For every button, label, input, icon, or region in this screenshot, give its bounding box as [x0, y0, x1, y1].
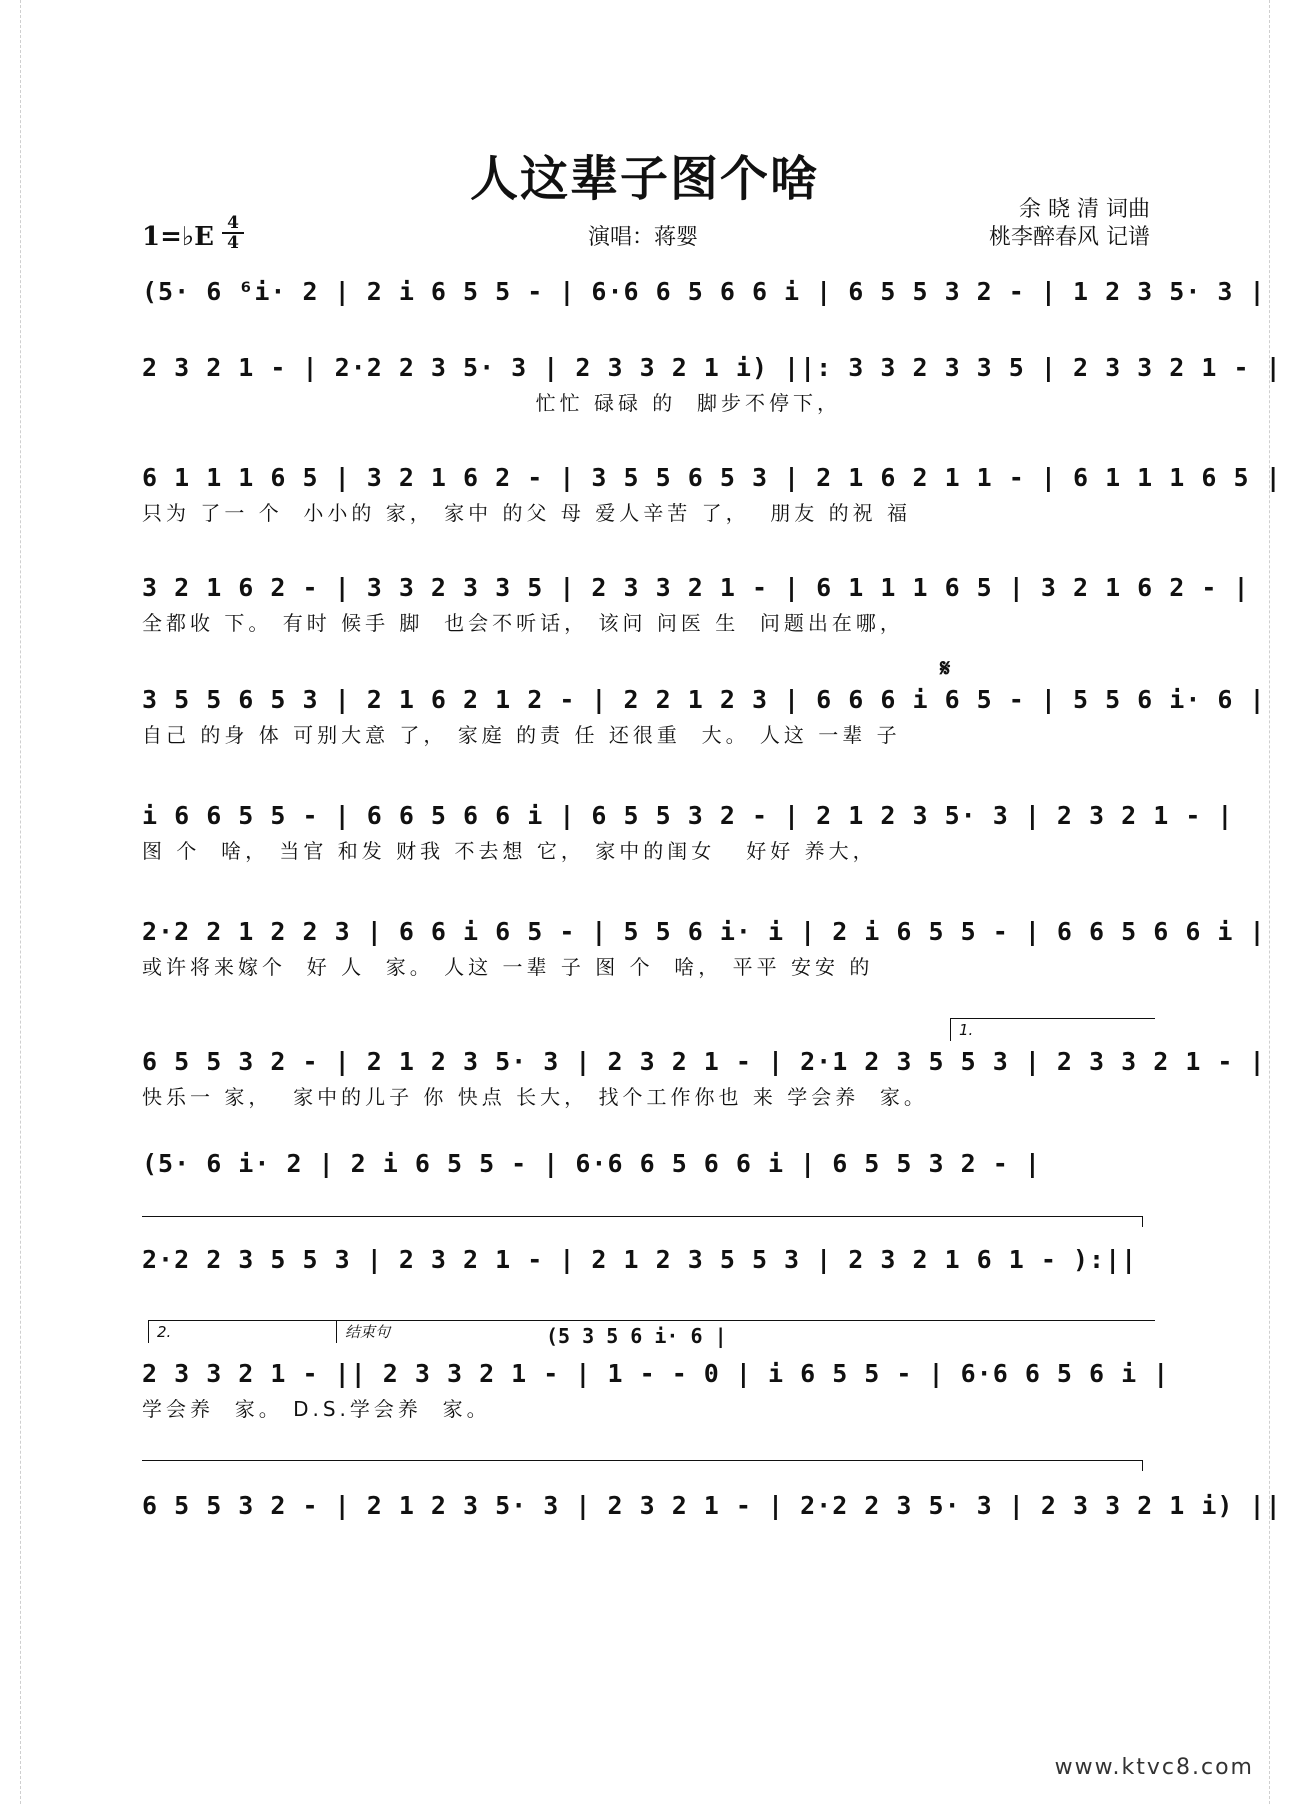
score-row-5: 3 5 5 6 5 3 | 2 1 6 2 1 2 - | 2 2 1 2 3 | 6 6 6 i 6 5 - | 5 5 6 i· 6 |	[142, 685, 1266, 714]
lyric-row-2: 忙忙 碌碌 的 脚步不停下，	[142, 391, 842, 415]
lyric-row-6: 图 个 啥， 当官 和发 财我 不去想 它， 家中的闺女 好好 养大，	[142, 839, 877, 863]
ending-intro-notes: (5 3 5 6 i· 6 |	[546, 1324, 727, 1348]
score-row-4: 3 2 1 6 2 - | 3 3 2 3 3 5 | 2 3 3 2 1 - | 6 1 1 1 6 5 | 3 2 1 6 2 - |	[142, 573, 1250, 602]
transcriber-credit: 桃李醉春风 记谱	[989, 225, 1150, 250]
composer-credit: 余 晓 清 词曲	[1019, 197, 1150, 222]
left-margin-strip	[0, 0, 21, 1804]
lyric-row-5: 自己 的身 体 可别大意 了， 家庭 的责 任 还很重 大。 人这 一辈 子	[142, 723, 901, 747]
time-signature	[222, 214, 244, 252]
lyric-row-11: 学会养 家。 D.S.学会养 家。	[142, 1397, 491, 1421]
volta-1-bracket: 1.	[950, 1018, 1155, 1041]
right-margin-strip	[1269, 0, 1290, 1804]
score-row-8: 6 5 5 3 2 - | 2 1 2 3 5· 3 | 2 3 2 1 - | 2·1 2 3 5 5 3 | 2 3 3 2 1 - |	[142, 1047, 1266, 1076]
time-signature-bottom: 4	[222, 232, 244, 252]
score-row-7: 2·2 2 1 2 2 3 | 6 6 i 6 5 - | 5 5 6 i· i | 2 i 6 5 5 - | 6 6 5 6 6 i |	[142, 917, 1266, 946]
singer-label: 演唱：蒋婴	[588, 225, 699, 250]
segno-sign: 𝄋	[940, 654, 951, 682]
ending-bracket: 结束句	[336, 1320, 1155, 1343]
score-row-6: i 6 6 5 5 - | 6 6 5 6 6 i | 6 5 5 3 2 - | 2 1 2 3 5· 3 | 2 3 2 1 - |	[142, 801, 1234, 830]
lyric-row-3: 只为 了一 个 小小的 家， 家中 的父 母 爱人辛苦 了， 朋友 的祝 福	[142, 501, 912, 525]
score-row-10: 2·2 2 3 5 5 3 | 2 3 2 1 - | 2 1 2 3 5 5 3 | 2 3 2 1 6 1 - ):||	[142, 1245, 1138, 1274]
score-row-3: 6 1 1 1 6 5 | 3 2 1 6 2 - | 3 5 5 6 5 3 | 2 1 6 2 1 1 - | 6 1 1 1 6 5 |	[142, 463, 1282, 492]
score-row-9: (5· 6 i· 2 | 2 i 6 5 5 - | 6·6 6 5 6 6 i | 6 5 5 3 2 - |	[142, 1149, 1041, 1178]
lyric-row-8: 快乐一 家， 家中的儿子 你 快点 长大， 找个工作你也 来 学会养 家。	[142, 1085, 928, 1109]
score-row-2: 2 3 2 1 - | 2·2 2 3 5· 3 | 2 3 3 2 1 i) ||: 3 3 2 3 3 5 | 2 3 3 2 1 - |	[142, 353, 1282, 382]
lyric-row-4: 全都收 下。 有时 候手 脚 也会不听话， 该问 问医 生 问题出在哪，	[142, 611, 904, 635]
score-row-1: (5· 6 ⁶i· 2 | 2 i 6 5 5 - | 6·6 6 5 6 6 i | 6 5 5 3 2 - | 1 2 3 5· 3 |	[142, 277, 1266, 306]
final-line	[142, 1460, 1143, 1471]
score-row-11: 2 3 3 2 1 - || 2 3 3 2 1 - | 1 - - 0 | i 6 5 5 - | 6·6 6 5 6 i |	[142, 1359, 1170, 1388]
key-signature: 1=♭E	[142, 222, 214, 252]
song-title: 人这辈子图个啥	[469, 151, 820, 207]
site-watermark: www.ktvc8.com	[1054, 1755, 1254, 1780]
volta-2-bracket: 2.	[148, 1320, 341, 1343]
time-signature-top: 4	[227, 213, 239, 233]
lyric-row-7: 或许将来嫁个 好 人 家。 人这 一辈 子 图 个 啥， 平平 安安 的	[142, 955, 874, 979]
score-row-12: 6 5 5 3 2 - | 2 1 2 3 5· 3 | 2 3 2 1 - | 2·2 2 3 5· 3 | 2 3 3 2 1 i) ||	[142, 1491, 1282, 1520]
repeat-line	[142, 1216, 1143, 1227]
